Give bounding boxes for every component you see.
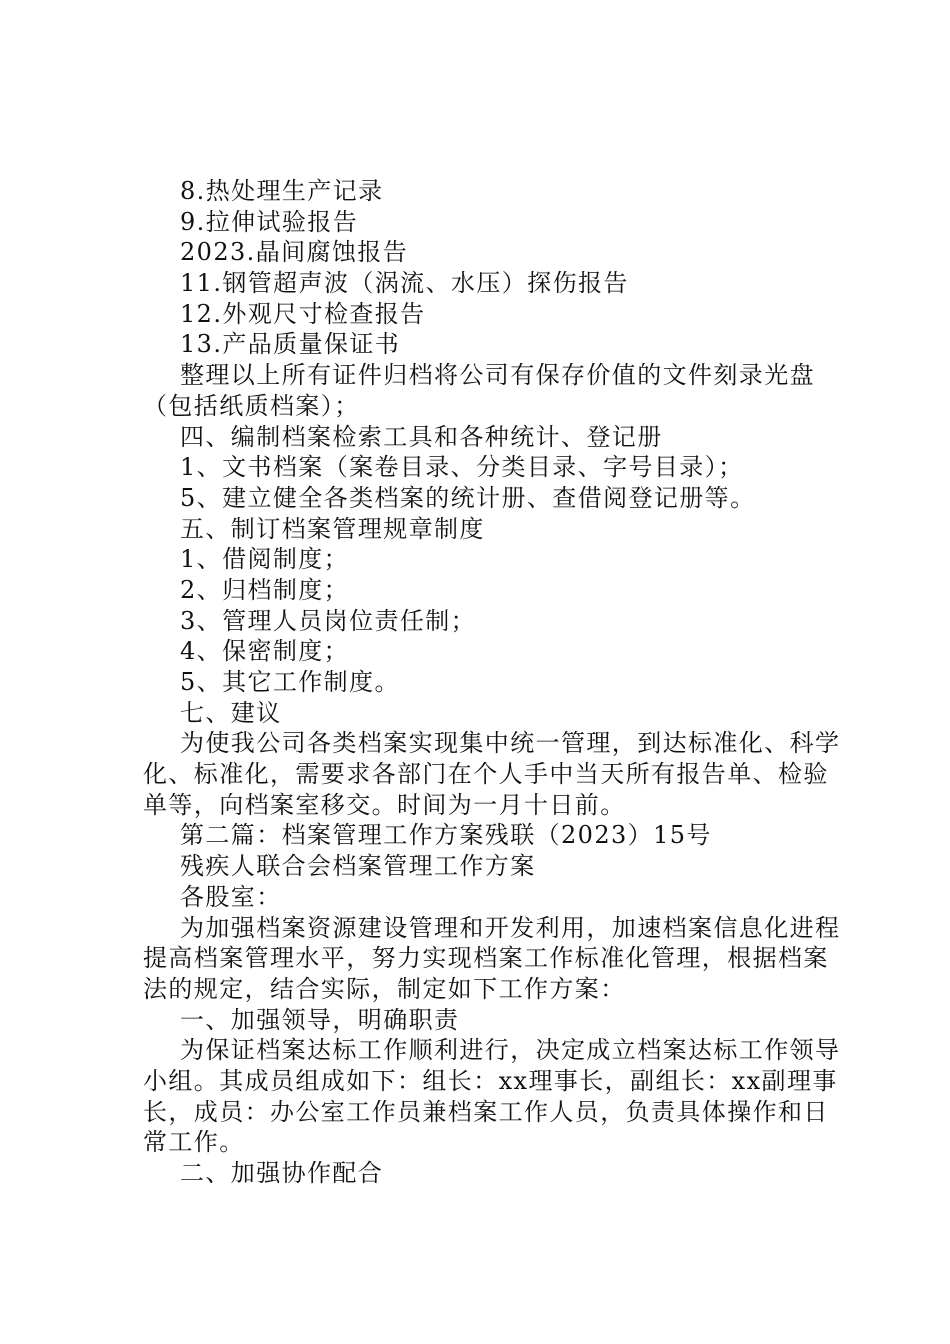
text-line: 长，成员：办公室工作员兼档案工作人员，负责具体操作和日 <box>143 1097 829 1126</box>
text-line: 11.钢管超声波（涡流、水压）探伤报告 <box>180 269 629 298</box>
text-line: 七、建议 <box>180 698 282 727</box>
text-line: 13.产品质量保证书 <box>180 330 401 359</box>
text-line: 1、借阅制度； <box>180 545 350 574</box>
text-line: 四、编制档案检索工具和各种统计、登记册 <box>180 422 663 451</box>
text-line: 单等，向档案室移交。时间为一月十日前。 <box>143 790 626 819</box>
text-line: 小组。其成员组成如下：组长：xx理事长，副组长：xx副理事 <box>143 1066 838 1095</box>
text-line: （包括纸质档案）； <box>143 391 360 420</box>
text-line: 2023.晶间腐蚀报告 <box>180 238 409 267</box>
text-line: 各股室： <box>180 882 282 911</box>
text-line: 法的规定，结合实际，制定如下工作方案： <box>143 974 626 1003</box>
text-line: 为使我公司各类档案实现集中统一管理，到达标准化、科学 <box>180 729 841 758</box>
text-line: 8.热处理生产记录 <box>180 177 384 205</box>
text-line: 提高档案管理水平，努力实现档案工作标准化管理，根据档案 <box>143 944 829 973</box>
text-line: 为加强档案资源建设管理和开发利用，加速档案信息化进程 <box>180 913 841 942</box>
text-line: 第二篇：档案管理工作方案残联（2023）15号 <box>180 821 712 850</box>
text-line: 为保证档案达标工作顺利进行，决定成立档案达标工作领导 <box>180 1036 841 1065</box>
text-line: 整理以上所有证件归档将公司有保存价值的文件刻录光盘 <box>180 361 815 390</box>
text-line: 一、加强领导，明确职责 <box>180 1005 460 1034</box>
text-line: 9.拉伸试验报告 <box>180 207 359 236</box>
text-line: 5、建立健全各类档案的统计册、查借阅登记册等。 <box>180 483 756 512</box>
text-line: 残疾人联合会档案管理工作方案 <box>180 852 536 881</box>
text-line: 五、制订档案管理规章制度 <box>180 514 485 543</box>
text-line: 化、标准化，需要求各部门在个人手中当天所有报告单、检验 <box>143 760 829 789</box>
text-line: 1、文书档案（案卷目录、分类目录、字号目录）； <box>180 453 744 482</box>
text-line: 常工作。 <box>143 1128 245 1157</box>
text-line: 12.外观尺寸检查报告 <box>180 299 426 328</box>
text-line: 二、加强协作配合 <box>180 1159 384 1187</box>
text-line: 3、管理人员岗位责任制； <box>180 606 477 635</box>
text-line: 4、保密制度； <box>180 637 350 666</box>
text-line: 2、归档制度； <box>180 575 350 604</box>
text-line: 5、其它工作制度。 <box>180 668 400 696</box>
document-body <box>143 176 843 1189</box>
